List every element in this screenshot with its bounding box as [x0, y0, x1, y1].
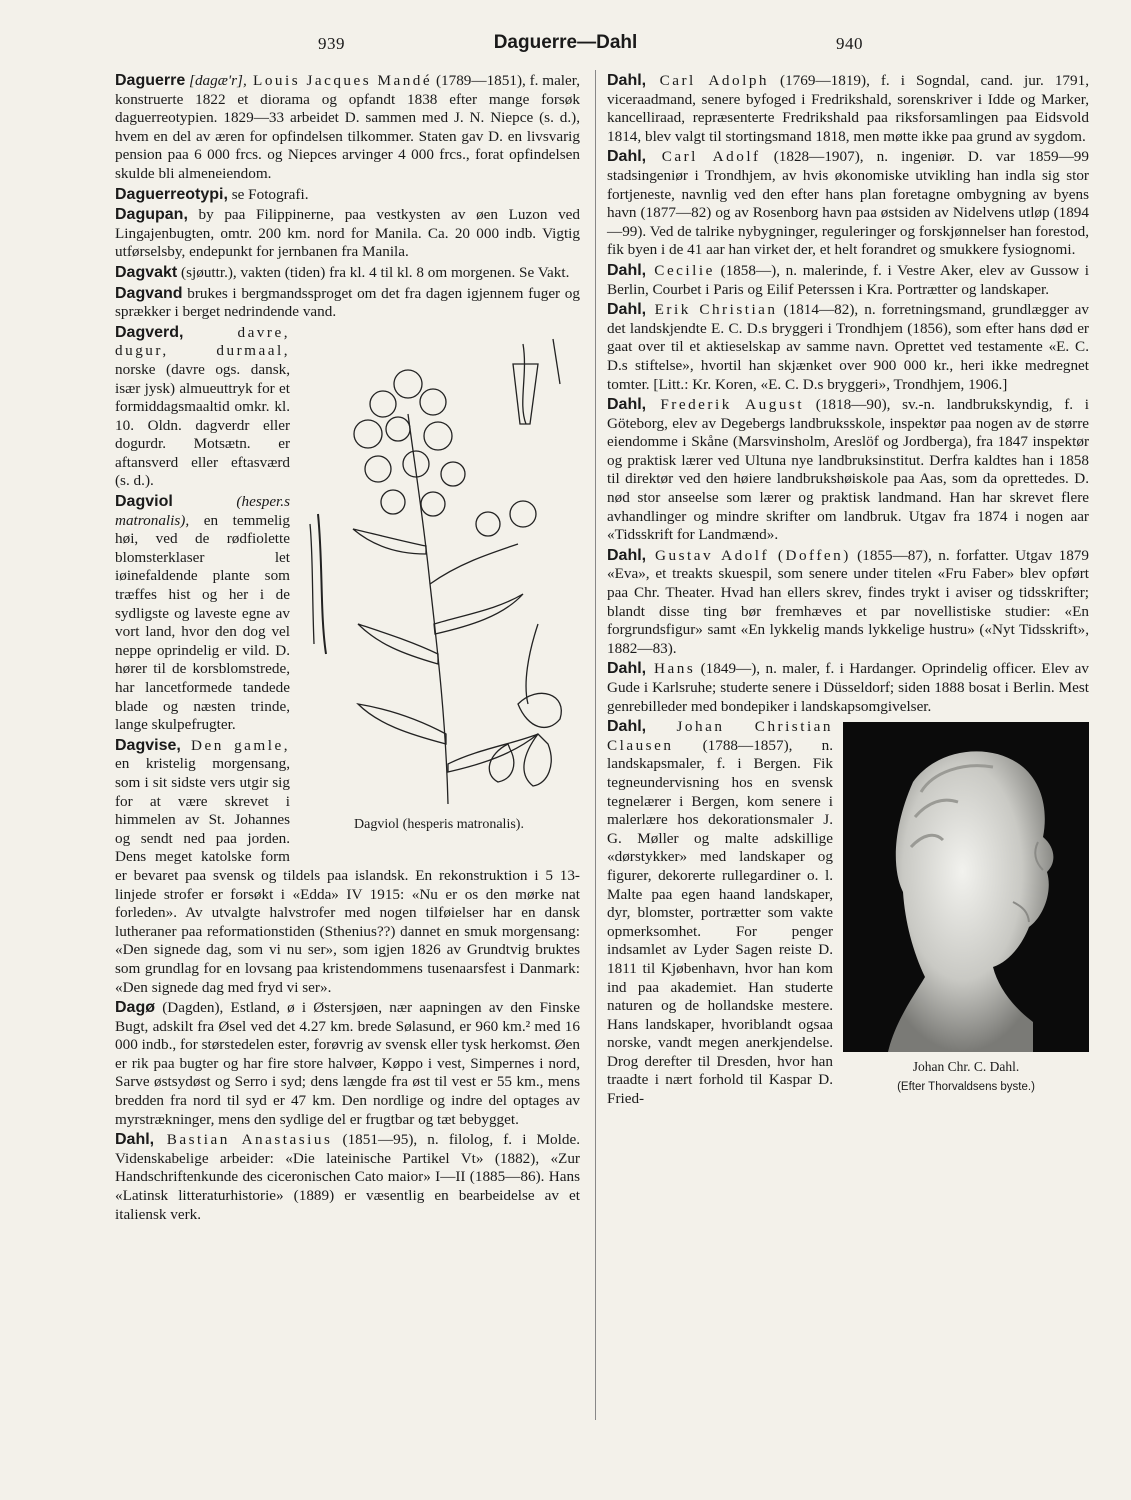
- entry: Dahl, Cecilie (1858—), n. malerinde, f. i Vestre Aker, elev av Gussow i Berlin, Courbet i Paris og Eilif Peterssen i Kra. Portrætter og landskaper.: [607, 261, 1089, 298]
- headword: Dagø: [115, 999, 155, 1017]
- left-column: [115, 72, 580, 1226]
- headword: Dagvand: [115, 284, 183, 302]
- entry: Dagvand brukes i bergmandssproget om det fra dagen igjennem fuger og sprækker i berget nedrindende vand.: [115, 284, 580, 321]
- headword: Dahl,: [607, 396, 647, 414]
- headword: Dahl,: [607, 660, 647, 678]
- page-number-left: 939: [318, 34, 345, 53]
- plant-caption: Dagviol (hesperis matronalis).: [354, 816, 524, 832]
- entry: Dagverd, davre, dugur, durmaal, norske (davre ogs. dansk, især jysk) almueuttryk for et formiddagsmaaltid omkr. kl. 10. Oldn. dagverdr eller dogurdr. Motsætn. er aftansverd eller eftasværd (s. d.).: [115, 323, 290, 490]
- headword: Dagviol: [115, 493, 173, 511]
- entry: Daguerreotypi, se Fotografi.: [115, 185, 309, 203]
- entry: Dahl, Erik Christian (1814—82), n. forretningsmand, grundlægger av det landskjendte E. C. D.s bryggeri i Trondhjem (1856), som efter hans død er gaat over til et aktieselskap av samme navn. Oprettet ved testamente «E. C. D.s stiftelse», hvortil han skjænket over 900 000 kr., heri ikke medregnet tomter. [Litt.: Kr. Koren, «E. C. D.s bryggeri», Trondhjem, 1906.]: [607, 301, 1089, 393]
- page-number-right: 940: [836, 34, 863, 53]
- entry: Dahl, Bastian Anastasius (1851—95), n. filolog, f. i Molde. Videnskabelige arbeider: «Die lateinische Partikel Vt» (1882), «Zur Handschriftenkunde des ciceronischen Cato maior» I—II (1885—86). Hans «Latinsk litteraturhistorie» (1889) er væsentlig en bearbeidelse av et italiensk verk.: [115, 1131, 581, 1223]
- headword: Dagvise,: [115, 736, 181, 754]
- right-column: [607, 72, 1089, 1111]
- portrait-figure: [843, 722, 1089, 1094]
- headword: Dahl,: [607, 301, 647, 319]
- headword: Dahl,: [607, 72, 647, 89]
- entry: Dahl, Gustav Adolf (Doffen) (1855—87), n. forfatter. Utgav 1879 «Eva», et treakts skuespil, som senere under titelen «Fru Faber» blev opført paa Chr. Theater. Hvad han ellers skrev, findes trykt i aviser og tidsskrifter; blandt disse ting bør fremhæves et par novellistiske studier: «En forgrundsfigur» samt «En lykkelig mands lykkelige hustru» («Nyt Tidsskrift», 1882—83).: [607, 546, 1089, 657]
- entry: Dagviol (hesper.s matronalis), en temmelig høi, ved de rødfiolette blomsterklaser let iøinefaldende plante som træffes hist og her i de sydligste og laveste egne av vort land, hvor den dog vel neppe oprindelig er vild. D. hører til de korsblomstrede, har lancetformede tandede blade og næsten trinde, lange skulpefrugter.: [115, 493, 290, 734]
- entry: Dagvise, Den gamle, en kristelig morgensang, som i sit sidste vers utgir sig for at være skrevet i himmelen av St. Johannes og sendt ned paa jorden. Dens meget katolske form er bevaret paa svensk og tildels paa islandsk. En rekonstruktion i 5 13-linjede strofer er forsøkt i «Edda» IV 1915: «Nu er os den mørke nat forleden». Av utvalgte halvstrofer med nogen tilføielser har en dansk lutheraner paa reformationstiden (Sthenius??) dannet en smuk morgensang: «Den signede dag, som vi nu ser», som igjen 1826 av Grundtvig bruktes som grundlag for en lovsang paa kristendommens tusenaarsfest i Danmark: «Den signede dag med fryd vi ser».: [115, 736, 580, 996]
- headword: Dahl,: [115, 1131, 155, 1149]
- headword: Daguerre: [115, 72, 186, 89]
- entry: Dahl, Carl Adolf (1828—1907), n. ingeniør. D. var 1859—99 stadsingeniør i Trondhjem, av hvis økonomiske utvikling han indla sig stor fortjeneste, navnlig ved den efter hans plan foretagne ombygning av byens havn (1877—82) og av Rosenborg havn paa østsiden av Nidelvens utløp (1894—99). Ved de talrike nybygninger, reguleringer og forskjønnelser han forestod, fik byen i de 41 aar han virket der, et helt forandret og smukkere fysiognomi.: [607, 148, 1089, 259]
- entry: Dahl, Johan Christian Clausen (1788—1857), n. landskapsmaler, f. i Bergen. Fik tegneundervisning hos en svensk tegnelærer i Bergen, kom senere i malerlære hos dekorationsmaler J. G. Møller og malte adskillige «dørstykker» med landskaper og figurer, dekorerte rullegardiner o. l. Malte paa egen haand landskaper, dyr, blomster, portrætter som vakte opmerksomhet. For penger indsamlet av Lyder Sagen reiste D. 1811 til Kjøbenhavn, hvor han kom ind paa akademiet. Han studerte naturen og de hollandske mestere. Hans landskaper, hvoriblandt ogsaa norske, vandt megen anerkjendelse. Drog derefter til Dresden, hvor han traadte i nært forhold til Kaspar D. Fried-: [607, 718, 833, 1108]
- headword: Dagverd,: [115, 323, 184, 341]
- headword: Dahl,: [607, 546, 647, 564]
- entry: Dagvakt (sjøuttr.), vakten (tiden) fra kl. 4 til kl. 8 om morgenen. Se Vakt.: [115, 263, 570, 281]
- headword: Dagvakt: [115, 263, 178, 281]
- dagviol-illustration: [298, 324, 580, 812]
- portrait-caption: Johan Chr. C. Dahl.: [912, 1059, 1020, 1075]
- headword: Dahl,: [607, 148, 647, 166]
- portrait-photo: [843, 722, 1089, 1052]
- column-divider: [595, 70, 596, 1420]
- bust-illustration: [843, 722, 1089, 1052]
- entry: Dahl, Carl Adolph (1769—1819), f. i Sogndal, cand. jur. 1791, viceraadmand, senere byfoged i Fredrikshald, sorenskriver i Idde og Marker, kancelliraad, repræsenterte Fredrikshald paa riksforsamlingen paa Eidsvold 1814, blev valgt til stortingsmand 1818, men møtte ikke paa grund av sygdom.: [607, 72, 1089, 145]
- headword: Dagupan,: [115, 206, 188, 224]
- headword: Dahl,: [607, 261, 647, 279]
- headword: Dahl,: [607, 718, 647, 736]
- headword: Daguerreotypi,: [115, 185, 228, 203]
- page-header: [0, 30, 1131, 60]
- entry: Daguerre [dagæ'r], Louis Jacques Mandé (1789—1851), f. maler, konstruerte 1822 et diorama og opfandt 1838 efter mange forsøk daguerreotypien. 1829—33 arbeidet D. sammen med J. N. Niepce (s. d.), hvem en del av æren for opfindelsen tilkommer. Staten gav D. en livsvarig pension paa 6 000 frcs. og Niepces arvinger 4 000 frcs., forat opfindelsen skulde bli almeneiendom.: [115, 72, 581, 182]
- entry: Dagø (Dagden), Estland, ø i Østersjøen, nær aapningen av den Finske Bugt, adskilt fra Øsel ved det 4.27 km. brede Sølasund, er 960 km.² med 16 000 indb., for størstedelen ester, forøvrig av svensk eller tysk herkomst. Øen er rik paa bugter og har fire store halvøer, Køppo i vest, Simpernes i nord, Sarve østsydøst og Serro i syd; dens længde fra øst til vest er 55 km., mens bredden fra nord til syd er 47 km. Den nordlige og indre del optages av myrstrækninger, mens den sydlige del er frugtbar og tæt bebygget.: [115, 999, 580, 1128]
- running-title: Daguerre—Dahl: [493, 32, 638, 53]
- entry: Dagupan, by paa Filippinerne, paa vestkysten av øen Luzon ved Lingajenbugten, omtr. 200 km. nord for Manila. Ca. 20 000 indb. Vigtig utførselsby, endepunkt for jernbanen fra Manila.: [115, 206, 580, 261]
- portrait-subcaption: (Efter Thorvaldsens byste.): [897, 1080, 1035, 1093]
- entry: Dahl, Frederik August (1818—90), sv.-n. landbrukskyndig, f. i Göteborg, elev av Degebergs landbruksskole, inspektør paa nogen av de større eiendomme i Skåne (Marsvinsholm, Areslöf og Jordberga), fra 1847 inspektør og praktisk lærer ved Ultuna nye landbruksinstitut. Derfra kaldtes han i 1858 til direktør ved den høiere landbrukshøiskole paa Aas, som da oprettedes. D. nød stor anseelse som lærer og praktisk landmand. Han har skrevet flere avhandlinger og mindre skrifter om landbruk. Utgav fra 1874 i nogen aar «Tidsskrift for Landmænd».: [607, 396, 1089, 544]
- entry: Dahl, Hans (1849—), n. maler, f. i Hardanger. Oprindelig officer. Elev av Gude i Karlsruhe; studerte senere i Düsseldorf; siden 1888 bosat i Berlin. Mest genrebilleder med bondepiker i landskapsomgivelser.: [607, 660, 1089, 715]
- plant-figure: [298, 324, 580, 844]
